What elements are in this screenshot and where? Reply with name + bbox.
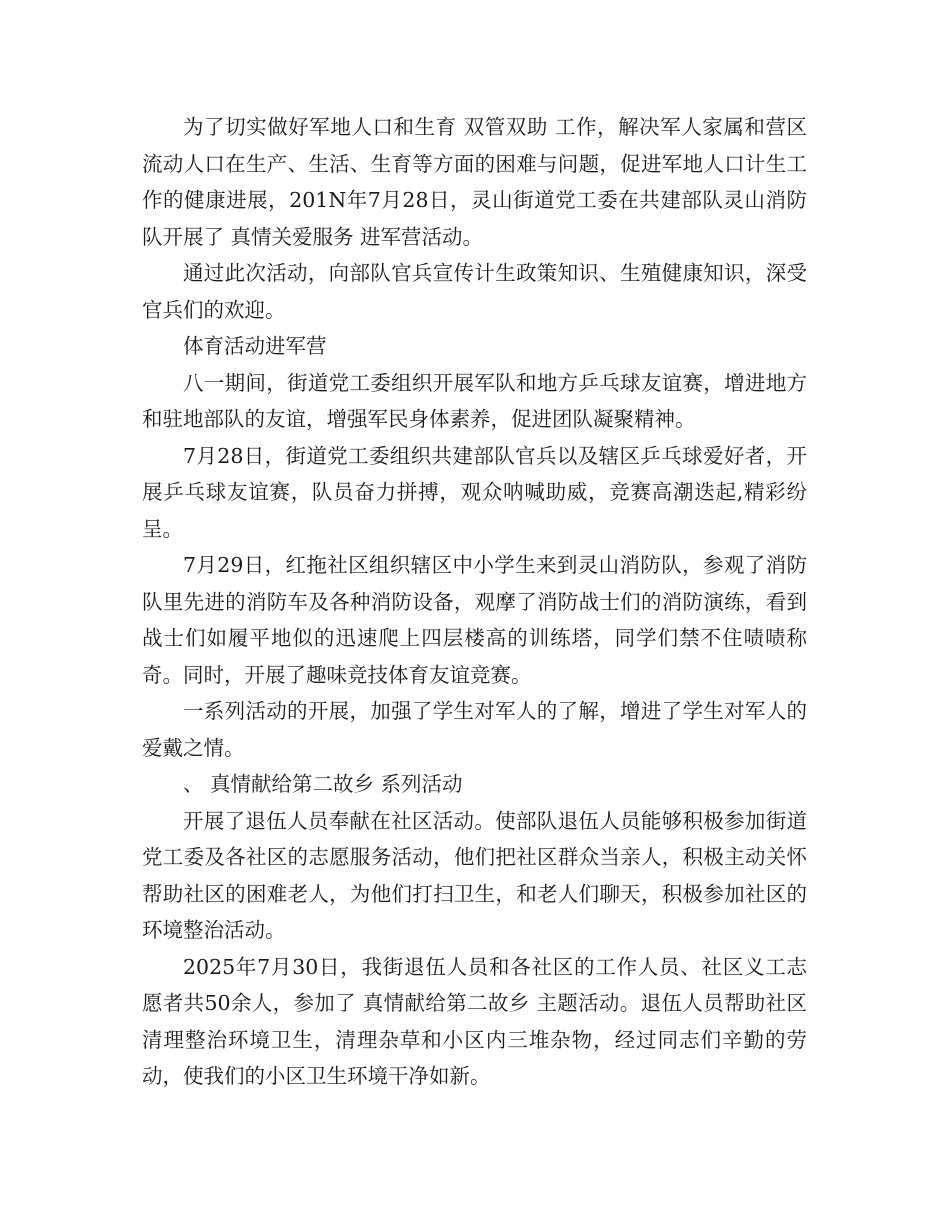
- paragraph-july-30: 2025年7月30日，我街退伍人员和各社区的工作人员、社区义工志愿者共50余人，参加了 真情献给第二故乡 主题活动。退伍人员帮助社区清理整治环境卫生，清理杂草和小区内三堆杂物，经过同志们辛勤的劳动，使我们的小区卫生环境干净如新。: [142, 954, 807, 1088]
- document-body: [142, 109, 807, 1095]
- paragraph-intro: 为了切实做好军地人口和生育 双管双助 工作，解决军人家属和营区流动人口在生产、生活、生育等方面的困难与问题，促进军地人口计生工作的健康进展，201N年7月28日，灵山街道党工委在共建部队灵山消防队开展了 真情关爱服务 进军营活动。: [142, 115, 807, 249]
- paragraph-outcome: 通过此次活动，向部队官兵宣传计生政策知识、生殖健康知识，深受官兵们的欢迎。: [142, 261, 807, 322]
- paragraph-august-first: 八一期间，街道党工委组织开展军队和地方乒乓球友谊赛，增进地方和驻地部队的友谊，增强军民身体素养，促进团队凝聚精神。: [142, 370, 807, 431]
- section-heading-sports: 体育活动进军营: [183, 334, 327, 358]
- paragraph-veterans-service: 开展了退伍人员奉献在社区活动。使部队退伍人员能够积极参加街道党工委及各社区的志愿服务活动，他们把社区群众当亲人，积极主动关怀帮助社区的困难老人，为他们打扫卫生，和老人们聊天，积极参加社区的环境整治活动。: [142, 808, 807, 942]
- paragraph-july-29: 7月29日，红拖社区组织辖区中小学生来到灵山消防队，参观了消防队里先进的消防车及各种消防设备，观摩了消防战士们的消防演练，看到战士们如履平地似的迅速爬上四层楼高的训练塔，同学们禁不住啧啧称奇。同时，开展了趣味竞技体育友谊竞赛。: [142, 553, 807, 687]
- section-heading-second-hometown: 、 真情献给第二故乡 系列活动: [183, 772, 463, 796]
- paragraph-series-effect: 一系列活动的开展，加强了学生对军人的了解，增进了学生对军人的爱戴之情。: [142, 699, 807, 760]
- paragraph-july-28: 7月28日，街道党工委组织共建部队官兵以及辖区乒乓球爱好者，开展乒乓球友谊赛，队员奋力拼搏，观众呐喊助威，竞赛高潮迭起,精彩纷呈。: [142, 443, 807, 541]
